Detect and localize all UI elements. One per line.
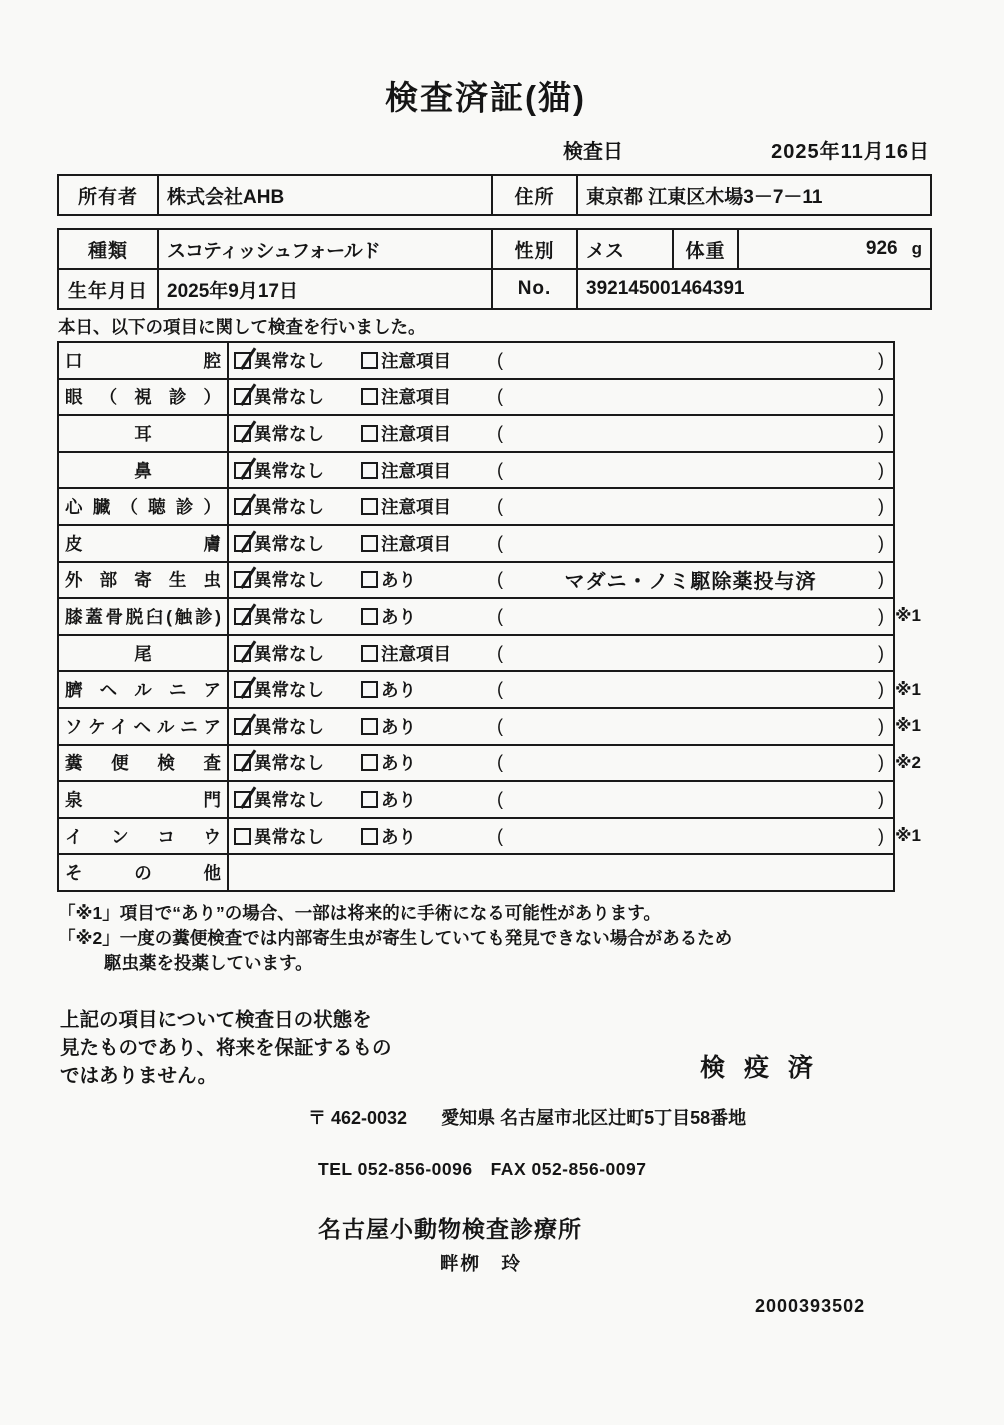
open-paren: ( [497, 642, 503, 663]
open-paren: ( [497, 496, 503, 517]
breed-label: 種類 [58, 229, 158, 269]
birth-label: 生年月日 [58, 269, 158, 309]
inspection-item-result [229, 458, 893, 483]
inspection-table [57, 341, 921, 892]
inspection-row [59, 782, 893, 819]
clinic-postal-line [308, 1104, 1004, 1130]
attention-checkbox [361, 535, 378, 552]
inspection-item-name: 膝蓋骨脱臼(触診) [59, 599, 229, 634]
attention-checkbox [361, 828, 378, 845]
inspection-row [59, 636, 893, 673]
attention-checkbox [361, 462, 378, 479]
inspection-item-name: 尾 [59, 636, 229, 671]
inspection-item-name: その他 [59, 855, 229, 890]
attention-checkbox [361, 791, 378, 808]
open-paren: ( [497, 788, 503, 809]
veterinarian-name: 畔栁 玲 [440, 1252, 523, 1274]
inspection-item-result [229, 824, 893, 849]
no-abnormality-group [234, 641, 361, 666]
inspection-row [59, 819, 921, 856]
sex-value: メス [577, 229, 673, 269]
inspection-item-name: 臍ヘルニア [59, 672, 229, 707]
remarks-parentheses [497, 643, 893, 664]
inspection-row [59, 416, 893, 453]
attention-label: 注意項目 [381, 460, 451, 481]
owner-label: 所有者 [58, 175, 158, 215]
inspection-item-result [229, 565, 893, 594]
inspection-item-result [229, 494, 893, 519]
weight-unit: g [911, 239, 922, 258]
inspection-row [59, 855, 893, 890]
attention-label: あり [381, 826, 416, 847]
footnote-1: 「※1」項目で“あり”の場合、一部は将来的に手術になる可能性があります。 [58, 902, 661, 923]
no-abnormality-checkbox [234, 462, 251, 479]
attention-label: あり [381, 570, 416, 591]
no-abnormality-checkbox [234, 425, 251, 442]
remarks-parentheses [497, 752, 893, 773]
remarks-parentheses [497, 496, 893, 517]
inspection-row [59, 599, 921, 636]
footnote-ref: ※1 [895, 606, 921, 626]
inspection-item-result [229, 384, 893, 409]
no-abnormality-group [234, 677, 361, 702]
attention-group [361, 787, 497, 812]
inspection-item-name: 耳 [59, 416, 229, 451]
remarks-content: マダニ・ノミ駆除薬投与済 [564, 571, 817, 594]
attention-checkbox [361, 425, 378, 442]
no-abnormality-group [234, 421, 361, 446]
inspection-row [59, 563, 893, 600]
no-value: 392145001464391 [577, 269, 931, 309]
serial-number: 2000393502 [755, 1295, 866, 1316]
attention-group [361, 750, 497, 775]
no-abnormality-group [234, 750, 361, 775]
inspection-item-name: 心臓（聴診） [59, 489, 229, 524]
close-paren: ) [878, 459, 884, 480]
no-abnormality-group [234, 458, 361, 483]
attention-group [361, 421, 497, 446]
attention-group [361, 641, 497, 666]
open-paren: ( [497, 422, 503, 443]
inspection-item-name: 泉門 [59, 782, 229, 817]
close-paren: ) [878, 496, 884, 517]
no-abnormality-label: 異常なし [254, 753, 324, 774]
inspection-item-name: 皮膚 [59, 526, 229, 561]
no-abnormality-checkbox [234, 645, 251, 662]
no-abnormality-label: 異常なし [254, 826, 324, 847]
attention-checkbox [361, 352, 378, 369]
attention-group [361, 458, 497, 483]
attention-label: あり [381, 753, 416, 774]
close-paren: ) [878, 569, 884, 590]
inspection-row [59, 343, 893, 380]
footnote-ref: ※1 [895, 716, 921, 736]
inspection-item-result [229, 862, 893, 883]
no-abnormality-label: 異常なし [254, 570, 324, 591]
close-paren: ) [878, 605, 884, 626]
attention-group [361, 348, 497, 373]
owner-address: 東京都 江東区木場3－7－11 [577, 175, 931, 215]
close-paren: ) [878, 642, 884, 663]
remarks-parentheses [497, 350, 893, 371]
no-abnormality-group [234, 494, 361, 519]
open-paren: ( [497, 752, 503, 773]
inspection-row [59, 380, 893, 417]
open-paren: ( [497, 715, 503, 736]
attention-checkbox [361, 388, 378, 405]
open-paren: ( [497, 679, 503, 700]
inspection-row [59, 489, 893, 526]
close-paren: ) [878, 532, 884, 553]
no-abnormality-label: 異常なし [254, 387, 324, 408]
no-abnormality-checkbox [234, 718, 251, 735]
attention-label: あり [381, 606, 416, 627]
weight-label: 体重 [673, 229, 738, 269]
open-paren: ( [497, 386, 503, 407]
statement-line: 本日、以下の項目に関して検査を行いました。 [58, 317, 426, 337]
open-paren: ( [497, 569, 503, 590]
inspection-item-result [229, 677, 893, 702]
inspection-item-name: インコウ [59, 819, 229, 854]
inspection-item-result [229, 421, 893, 446]
no-abnormality-label: 異常なし [254, 423, 324, 444]
address-label: 住所 [492, 175, 577, 215]
weight-number: 926 [865, 238, 898, 259]
disclaimer-line-1: 上記の項目について検査日の状態を [60, 1008, 372, 1031]
remarks-parentheses [497, 386, 893, 407]
no-abnormality-group [234, 604, 361, 629]
remarks-parentheses [497, 423, 893, 444]
remarks-parentheses [497, 789, 893, 810]
attention-group [361, 567, 497, 592]
attention-label: 注意項目 [381, 643, 451, 664]
attention-group [361, 677, 497, 702]
no-abnormality-checkbox [234, 498, 251, 515]
weight-value [738, 229, 931, 269]
attention-label: 注意項目 [381, 533, 451, 554]
attention-checkbox [361, 608, 378, 625]
no-abnormality-checkbox [234, 352, 251, 369]
footnote-ref: ※1 [895, 679, 921, 699]
attention-group [361, 714, 497, 739]
owner-name: 株式会社AHB [158, 175, 492, 215]
no-abnormality-label: 異常なし [254, 606, 324, 627]
inspection-item-name: 鼻 [59, 453, 229, 488]
attention-checkbox [361, 681, 378, 698]
no-abnormality-checkbox [234, 828, 251, 845]
attention-label: あり [381, 789, 416, 810]
attention-label: 注意項目 [381, 497, 451, 518]
inspection-item-result [229, 348, 893, 373]
sex-label: 性別 [492, 229, 577, 269]
inspection-item-name: 眼（視診） [59, 380, 229, 415]
no-abnormality-checkbox [234, 791, 251, 808]
no-abnormality-group [234, 824, 361, 849]
attention-label: あり [381, 716, 416, 737]
remarks-parentheses [497, 716, 893, 737]
disclaimer-text [60, 1006, 460, 1090]
footnote-ref: ※1 [895, 826, 921, 846]
clinic-postal-code: 〒 462-0032 [308, 1107, 408, 1128]
footnote-2-continued: 駆虫薬を投薬しています。 [104, 952, 313, 973]
close-paren: ) [878, 386, 884, 407]
no-label: No. [492, 269, 577, 309]
breed-value: スコティッシュフォールド [158, 229, 492, 269]
attention-label: 注意項目 [381, 350, 451, 371]
close-paren: ) [878, 422, 884, 443]
attention-group [361, 531, 497, 556]
inspection-item-name: ソケイヘルニア [59, 709, 229, 744]
disclaimer-row [60, 1006, 1004, 1090]
no-abnormality-group [234, 348, 361, 373]
close-paren: ) [878, 825, 884, 846]
attention-checkbox [361, 571, 378, 588]
inspection-row [59, 453, 893, 490]
no-abnormality-checkbox [234, 608, 251, 625]
open-paren: ( [497, 349, 503, 370]
remarks-parentheses [497, 533, 893, 554]
clinic-name: 名古屋小動物検査診療所 [318, 1215, 582, 1242]
no-abnormality-label: 異常なし [254, 533, 324, 554]
open-paren: ( [497, 532, 503, 553]
footnote-2: 「※2」一度の糞便検査では内部寄生虫が寄生していても発見できない場合があるため [58, 927, 733, 948]
open-paren: ( [497, 605, 503, 626]
no-abnormality-label: 異常なし [254, 643, 324, 664]
inspection-item-result [229, 787, 893, 812]
no-abnormality-group [234, 787, 361, 812]
quarantine-passed-stamp: 検 疫 済 [700, 1053, 819, 1082]
attention-group [361, 824, 497, 849]
inspection-row [59, 672, 921, 709]
clinic-address: 愛知県 名古屋市北区辻町5丁目58番地 [441, 1107, 747, 1128]
open-paren: ( [497, 825, 503, 846]
clinic-tel-fax: TEL 052-856-0096 FAX 052-856-0097 [318, 1158, 647, 1179]
attention-group [361, 604, 497, 629]
no-abnormality-label: 異常なし [254, 460, 324, 481]
close-paren: ) [878, 752, 884, 773]
no-abnormality-label: 異常なし [254, 680, 324, 701]
no-abnormality-label: 異常なし [254, 350, 324, 371]
attention-label: あり [381, 680, 416, 701]
remarks-parentheses [497, 460, 893, 481]
no-abnormality-checkbox [234, 754, 251, 771]
open-paren: ( [497, 459, 503, 480]
inspection-row [59, 709, 921, 746]
inspection-row [59, 526, 893, 563]
remarks-parentheses [497, 679, 893, 700]
no-abnormality-label: 異常なし [254, 497, 324, 518]
footnote-ref: ※2 [895, 752, 921, 772]
inspection-item-result [229, 531, 893, 556]
attention-checkbox [361, 498, 378, 515]
no-abnormality-group [234, 384, 361, 409]
no-abnormality-checkbox [234, 388, 251, 405]
no-abnormality-checkbox [234, 571, 251, 588]
attention-label: 注意項目 [381, 423, 451, 444]
remarks-parentheses [497, 606, 893, 627]
remarks-parentheses [497, 565, 893, 594]
no-abnormality-group [234, 567, 361, 592]
no-abnormality-label: 異常なし [254, 716, 324, 737]
attention-checkbox [361, 754, 378, 771]
no-abnormality-label: 異常なし [254, 789, 324, 810]
attention-group [361, 384, 497, 409]
inspection-item-result [229, 641, 893, 666]
inspection-date-value: 2025年11月16日 [771, 141, 930, 163]
inspection-item-result [229, 714, 893, 739]
close-paren: ) [878, 788, 884, 809]
close-paren: ) [878, 349, 884, 370]
inspection-item-name: 外部寄生虫 [59, 563, 229, 598]
no-abnormality-checkbox [234, 681, 251, 698]
disclaimer-line-3: ではありません。 [60, 1064, 218, 1087]
footnotes [58, 901, 1004, 976]
attention-label: 注意項目 [381, 387, 451, 408]
attention-checkbox [361, 645, 378, 662]
no-abnormality-checkbox [234, 535, 251, 552]
page-title: 検査済証(猫) [385, 79, 586, 116]
attention-group [361, 494, 497, 519]
inspection-date-row [57, 135, 930, 163]
inspection-item-result [229, 750, 893, 775]
inspection-item-name: 口腔 [59, 343, 229, 378]
attention-checkbox [361, 718, 378, 735]
no-abnormality-group [234, 714, 361, 739]
animal-table [57, 228, 932, 310]
inspection-date-label: 検査日 [563, 141, 623, 163]
no-abnormality-group [234, 531, 361, 556]
disclaimer-line-2: 見たものであり、将来を保証するもの [60, 1036, 392, 1059]
inspection-item-name: 糞便検査 [59, 746, 229, 781]
owner-table [57, 174, 932, 216]
inspection-row [59, 746, 921, 783]
inspection-item-result [229, 604, 893, 629]
close-paren: ) [878, 679, 884, 700]
birth-value: 2025年9月17日 [158, 269, 492, 309]
remarks-parentheses [497, 826, 893, 847]
close-paren: ) [878, 715, 884, 736]
